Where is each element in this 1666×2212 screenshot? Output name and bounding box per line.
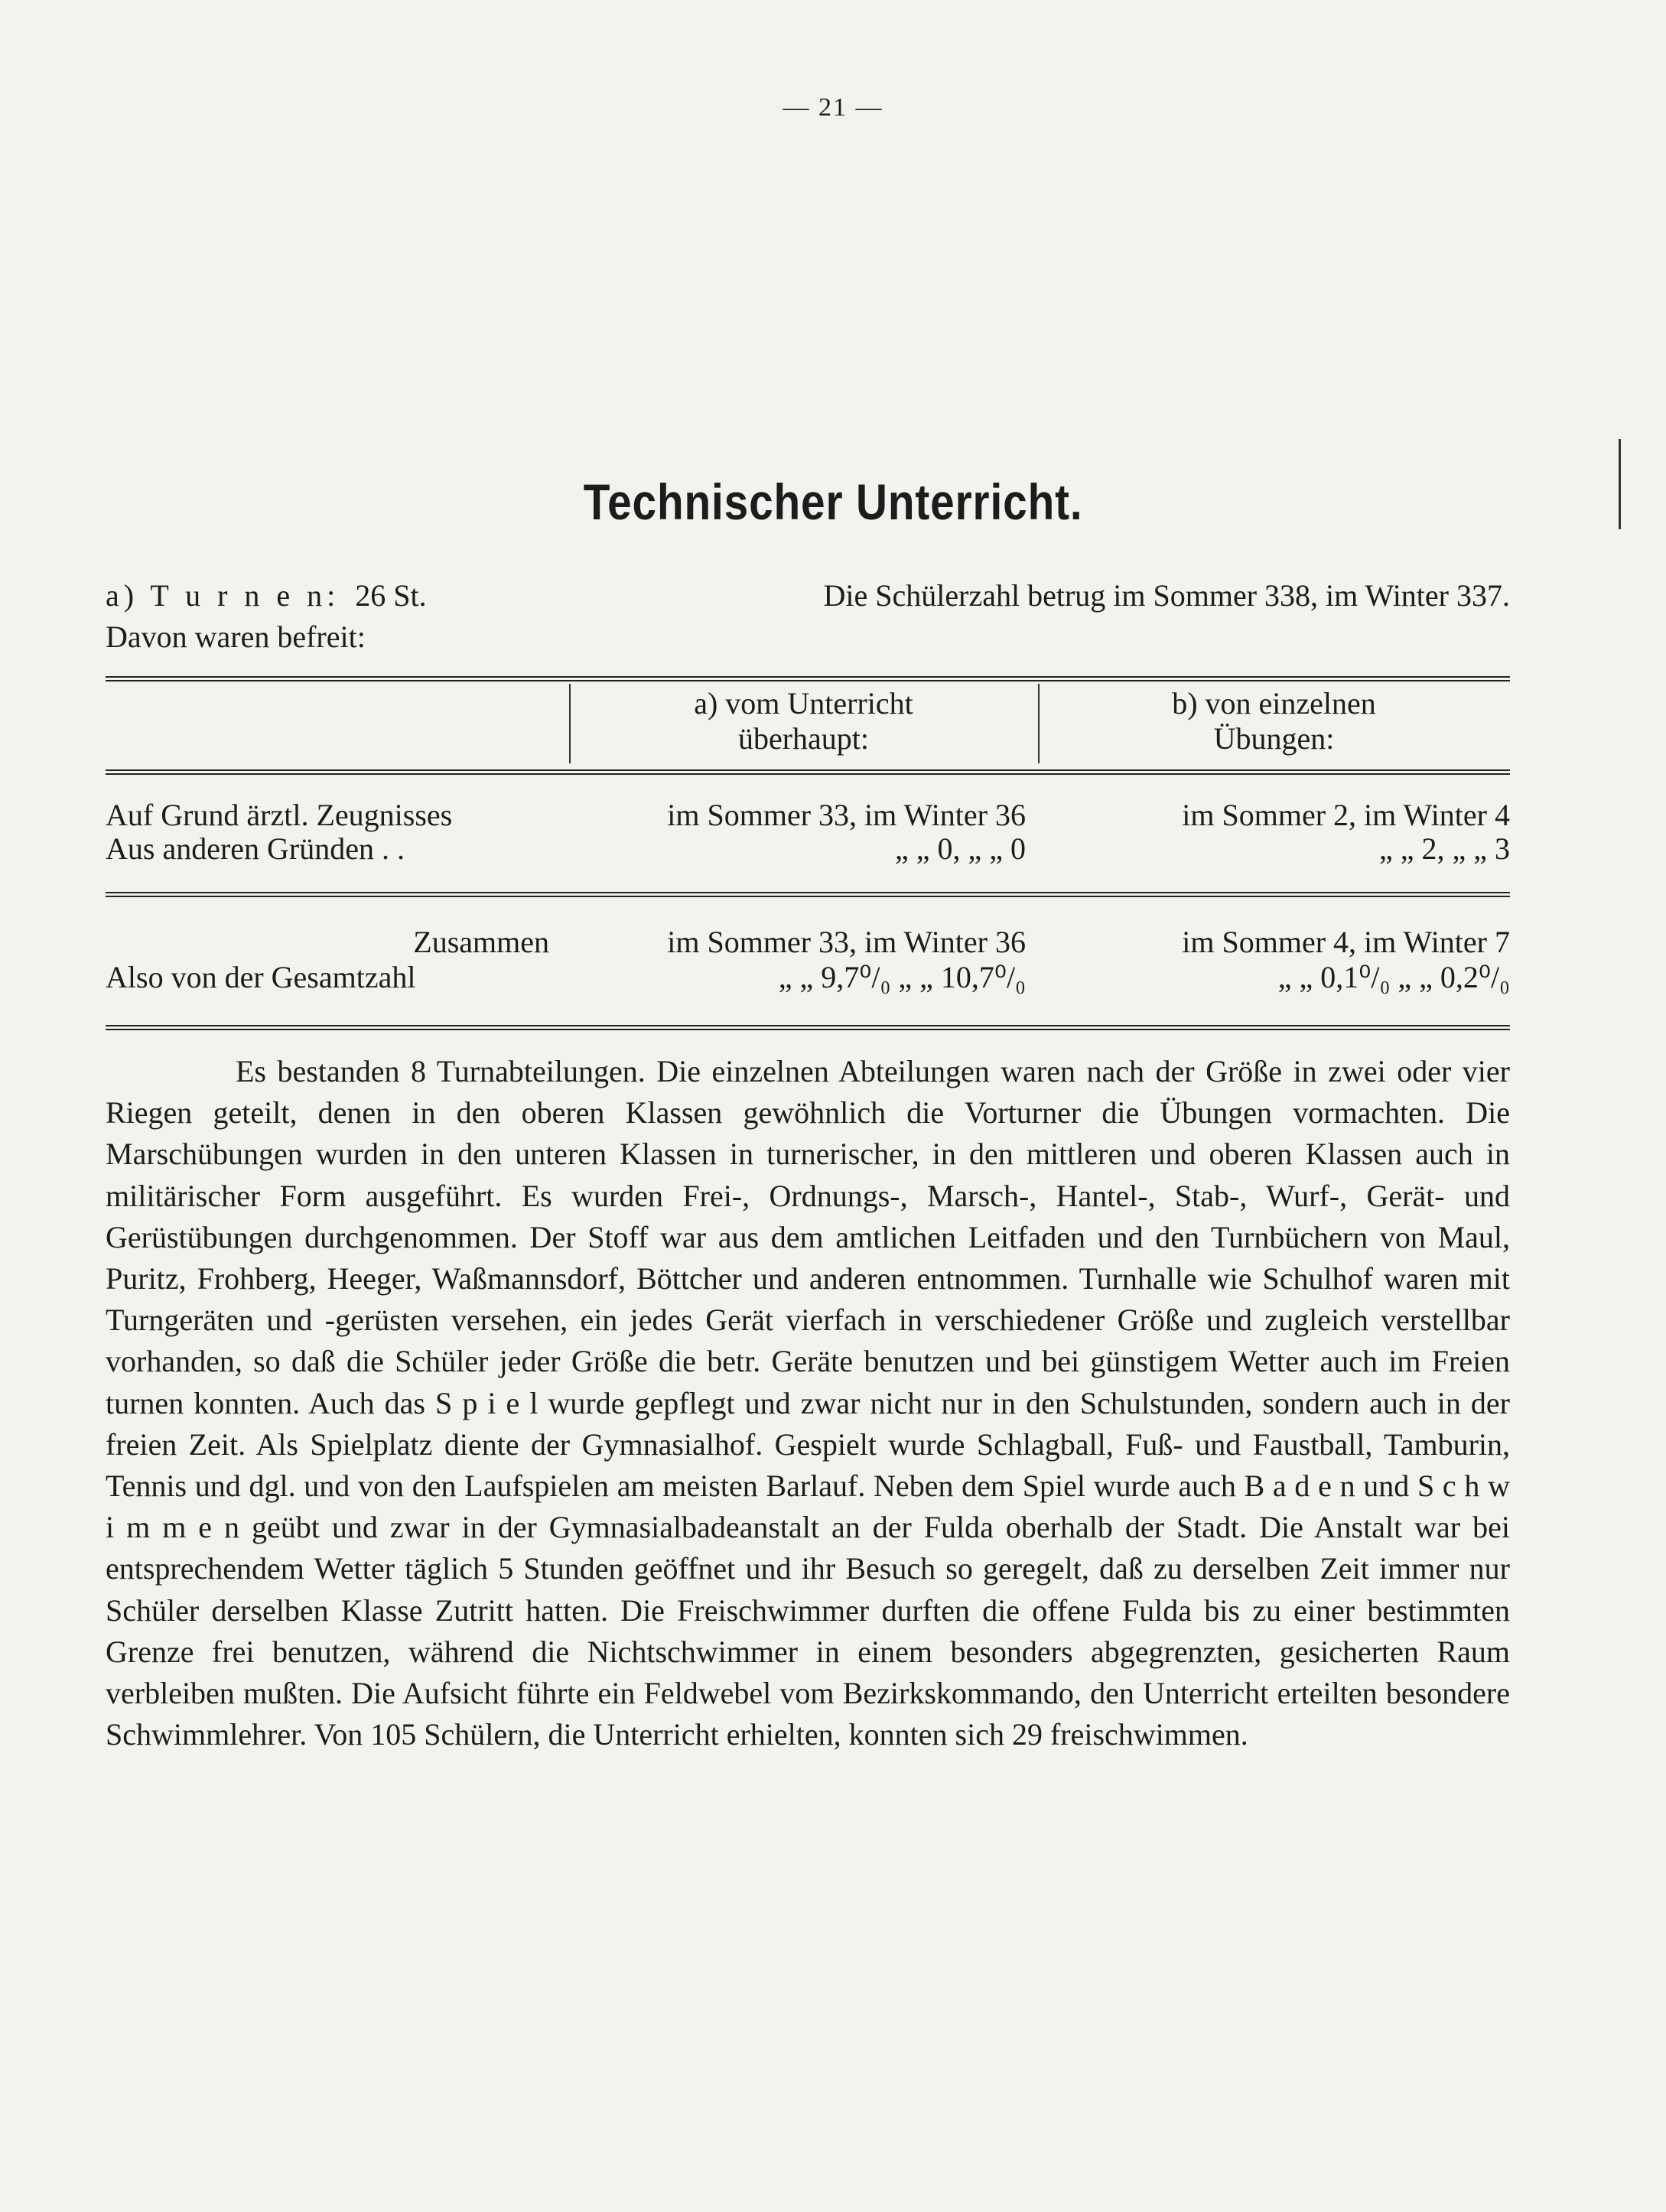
table-bottom-rule [106, 1025, 1510, 1030]
row-2-col-b: „ „ 2, „ „ 3 [1378, 831, 1510, 866]
subsection-label: a) T u r n e n: [106, 578, 340, 613]
table-totals-rule [106, 892, 1510, 897]
page-number: — 21 — [783, 93, 883, 122]
percent-col-b: „ „ 0,1⁰/₀ „ „ 0,2⁰/₀ [1277, 960, 1510, 994]
percent-col-a: „ „ 9,7⁰/₀ „ „ 10,7⁰/₀ [778, 960, 1026, 994]
section-heading: Technischer Unterricht. [583, 473, 1083, 530]
lead-paragraph [106, 575, 1510, 658]
totals-col-b: im Sommer 4, im Winter 7 [1182, 925, 1510, 959]
enrollment-sentence: Die Schülerzahl betrug im Sommer 338, im Winter 337. [823, 578, 1510, 613]
totals-col-a: im Sommer 33, im Winter 36 [667, 925, 1026, 959]
hours-per-week: 26 St. [355, 578, 427, 613]
row-1-col-b: im Sommer 2, im Winter 4 [1182, 798, 1510, 832]
row-1-col-a: im Sommer 33, im Winter 36 [667, 798, 1026, 832]
table-top-rule [106, 676, 1510, 681]
col-b-header-line1: b) von einzelnen [1172, 686, 1376, 721]
percent-label: Also von der Gesamtzahl [106, 960, 416, 994]
lead-line-2: Davon waren befreit: [106, 620, 366, 654]
table-header-rule [106, 769, 1510, 775]
row-1-label: Auf Grund ärztl. Zeugnisses [106, 798, 453, 832]
body-text [106, 1051, 1510, 1755]
lead-line-1 [106, 575, 1510, 616]
row-2-label: Aus anderen Gründen . . [106, 831, 405, 866]
margin-mark [1619, 439, 1621, 529]
col-a-header-line2: überhaupt: [737, 721, 870, 756]
col-b-header-line2: Übungen: [1213, 721, 1335, 756]
paragraph-turnabteilungen: Es bestanden 8 Turnabteilungen. Die einzelnen Abteilungen waren nach der Größe in zwei oder vier Riegen geteilt, denen in den oberen Klassen gewöhnlich die Vorturner die Übungen vormachten. Die Marschübungen wurden in den unteren Klassen in turnerischer, in den mittleren und oberen Klassen auch in militärischer Form ausgeführt. Es wurden Frei-, Ordnungs-, Marsch-, Hantel-, Stab-, Wurf-, Gerät- und Gerüstübungen durchgenommen. Der Stoff war aus dem amtlichen Leitfaden und den Turnbüchern von Maul, Puritz, Frohberg, Heeger, Waßmannsdorf, Böttcher und anderen entnommen. Turnhalle wie Schulhof waren mit Turngeräten und -gerüsten versehen, ein jedes Gerät vierfach in verschiedener Größe und zugleich verstellbar vorhanden, so daß die Schüler jeder Größe die betr. Geräte benutzen und bei günstigem Wetter auch im Freien turnen konnten. Auch das S p i e l wurde gepflegt und zwar nicht nur in den Schulstunden, sondern auch in der freien Zeit. Als Spielplatz diente der Gymnasialhof. Gespielt wurde Schlagball, Fuß- und Faustball, Tamburin, Tennis und dgl. und von den Laufspielen am meisten Barlauf. Neben dem Spiel wurde auch B a d e n und S c h w i m m e n geübt und zwar in der Gymnasialbadeanstalt an der Fulda oberhalb der Stadt. Die Anstalt war bei entsprechendem Wetter täglich 5 Stunden geöffnet und ihr Besuch so geregelt, daß zu derselben Zeit immer nur Schüler derselben Klasse Zutritt hatten. Die Freischwimmer durften die offene Fulda bis zu einer bestimmten Grenze frei benutzen, während die Nichtschwimmer in einem besonders abgegrenzten, gesicherten Raum verbleiben mußten. Die Aufsicht führte ein Feldwebel vom Bezirkskommando, den Unterricht erteilten besondere Schwimmlehrer. Von 105 Schülern, die Unterricht erhielten, konnten sich 29 freischwimmen. [106, 1054, 1510, 1752]
totals-label: Zusammen [413, 925, 549, 959]
row-2-col-a: „ „ 0, „ „ 0 [894, 831, 1026, 866]
col-a-header-line1: a) vom Unterricht [694, 686, 913, 721]
